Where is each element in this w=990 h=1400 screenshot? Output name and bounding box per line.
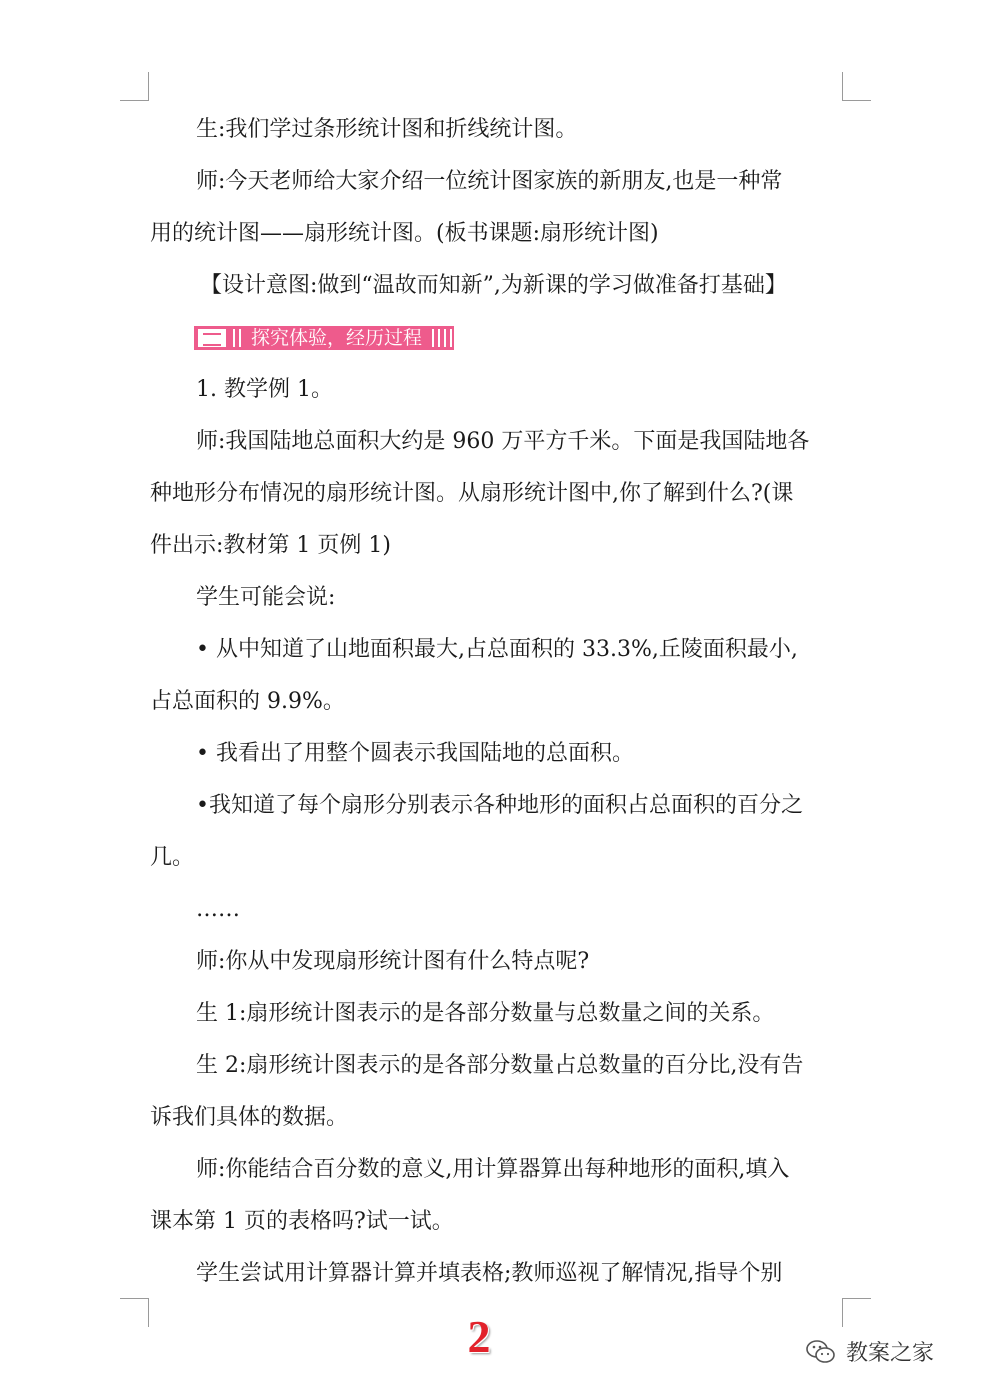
paragraph-line: • 我看出了用整个圆表示我国陆地的总面积。 xyxy=(196,741,634,766)
paragraph-line: 几。 xyxy=(150,845,195,870)
paragraph-line: 种地形分布情况的扇形统计图。从扇形统计图中,你了解到什么?(课 xyxy=(150,481,794,506)
paragraph-group-intro xyxy=(150,104,845,312)
paragraph-line: 1. 教学例 1。 xyxy=(196,377,333,402)
section-title: 探究体验，经历过程 xyxy=(251,327,423,349)
paragraph-line: 学生尝试用计算器计算并填表格;教师巡视了解情况,指导个别 xyxy=(196,1261,783,1286)
paragraph-line: • 从中知道了山地面积最大,占总面积的 33.3%,丘陵面积最小, xyxy=(196,637,798,662)
paragraph-line: 占总面积的 9.9%。 xyxy=(150,689,345,714)
section-banner xyxy=(150,312,845,364)
paragraph-line: •我知道了每个扇形分别表示各种地形的面积占总面积的百分之 xyxy=(196,793,803,818)
paragraph-line: …… xyxy=(196,897,240,922)
crop-mark-bottom-left xyxy=(120,1298,149,1327)
brand-watermark xyxy=(806,1336,934,1367)
paragraph-line: 生:我们学过条形统计图和折线统计图。 xyxy=(196,117,578,142)
paragraph-line: 【设计意图:做到“温故而知新”,为新课的学习做准备打基础】 xyxy=(200,273,787,298)
paragraph-line: 课本第 1 页的表格吗?试一试。 xyxy=(150,1209,454,1234)
page-number: 2 xyxy=(467,1311,491,1362)
brand-name: 教案之家 xyxy=(846,1341,935,1366)
paragraph-line: 师:我国陆地总面积大约是 960 万平方千米。下面是我国陆地各 xyxy=(196,429,810,454)
paragraph-line: 生 1:扇形统计图表示的是各部分数量与总数量之间的关系。 xyxy=(196,1001,775,1026)
crop-mark-bottom-right xyxy=(842,1298,871,1327)
paragraph-line: 用的统计图——扇形统计图。(板书课题:扇形统计图) xyxy=(150,221,659,246)
paragraph-line: 生 2:扇形统计图表示的是各部分数量占总数量的百分比,没有告 xyxy=(196,1053,804,1078)
wechat-icon xyxy=(806,1339,836,1365)
paragraph-line: 诉我们具体的数据。 xyxy=(150,1105,349,1130)
paragraph-line: 师:你能结合百分数的意义,用计算器算出每种地形的面积,填入 xyxy=(196,1157,790,1182)
section-banner-bar xyxy=(194,326,454,350)
banner-stripes-right xyxy=(430,326,454,350)
crop-mark-top-left xyxy=(120,72,149,101)
paragraph-group-example xyxy=(150,364,845,1300)
paragraph-line: 件出示:教材第 1 页例 1) xyxy=(150,533,391,558)
crop-mark-top-right xyxy=(842,72,871,101)
document-body xyxy=(150,104,845,1300)
paragraph-line: 学生可能会说: xyxy=(196,585,336,610)
banner-stripes-left xyxy=(231,326,243,350)
section-number-icon xyxy=(197,328,227,348)
paragraph-line: 师:今天老师给大家介绍一位统计图家族的新朋友,也是一种常 xyxy=(196,169,783,194)
paragraph-line: 师:你从中发现扇形统计图有什么特点呢? xyxy=(196,949,590,974)
